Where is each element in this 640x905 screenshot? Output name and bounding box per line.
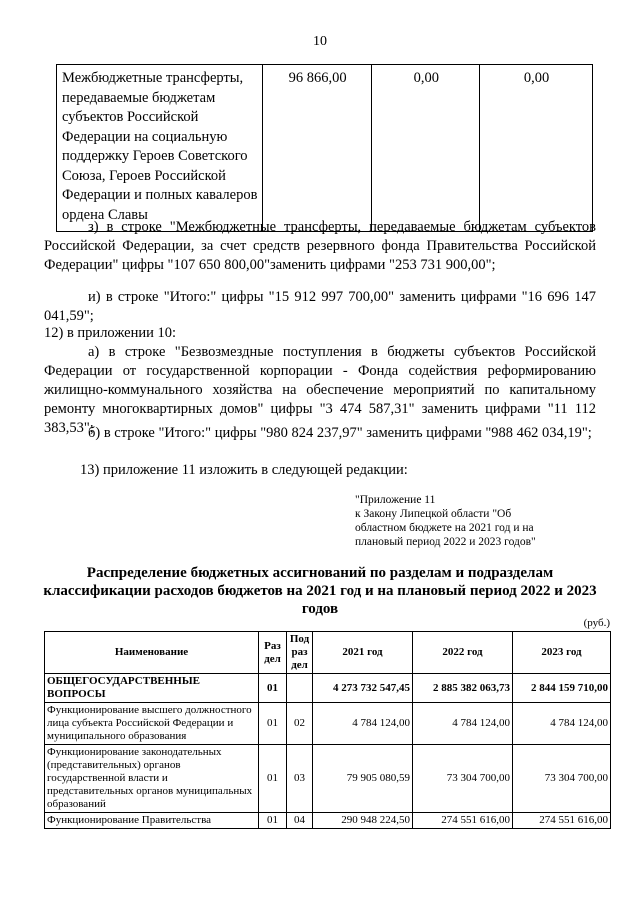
row-name: Функционирование высшего должностного лица субъекта Российской Федерации и муниципального образования bbox=[45, 703, 259, 745]
table-row bbox=[45, 813, 611, 829]
appendix-note-line: к Закону Липецкой области "Об bbox=[355, 508, 512, 520]
appendix-note-line: "Приложение 11 bbox=[355, 494, 436, 506]
row-section: 01 bbox=[259, 674, 287, 703]
row-section: 01 bbox=[259, 813, 287, 829]
row-value-2023: 73 304 700,00 bbox=[513, 745, 611, 813]
page-number: 10 bbox=[313, 34, 327, 49]
row-value-2023: 4 784 124,00 bbox=[513, 703, 611, 745]
amendment-paragraph-13: 13) приложение 11 изложить в следующей редакции: bbox=[80, 462, 408, 478]
row-subsection bbox=[287, 674, 313, 703]
header-name: Наименование bbox=[45, 632, 259, 674]
header-subsection: Под раз дел bbox=[287, 632, 313, 674]
row-value-2022: 274 551 616,00 bbox=[413, 813, 513, 829]
header-2023: 2023 год bbox=[513, 632, 611, 674]
amendment-paragraph-z: з) в строке "Межбюджетные трансферты, передаваемые бюджетам субъектов Российской Федерации, за счет средств резервного фонда Правительства Российской Федерации" цифры "107 650 800,00"заменить цифрами "253 731 900,00"; bbox=[44, 219, 596, 273]
row-name-cell: Межбюджетные трансферты, передаваемые бюджетам субъектов Российской Федерации на социальную поддержку Героев Советского Союза, Героев Российской Федерации и полных кавалеров ордена Славы bbox=[57, 65, 263, 232]
table-row bbox=[45, 674, 611, 703]
table-row bbox=[45, 703, 611, 745]
row-value-2023: 2 844 159 710,00 bbox=[513, 674, 611, 703]
row-value-2022: 2 885 382 063,73 bbox=[413, 674, 513, 703]
header-2021: 2021 год bbox=[313, 632, 413, 674]
value-2023-cell: 0,00 bbox=[480, 65, 593, 232]
budget-allocation-table bbox=[44, 631, 611, 829]
value-2022-cell: 0,00 bbox=[372, 65, 480, 232]
amendment-paragraph-a: а) в строке "Безвозмездные поступления в бюджеты субъектов Российской Федерации от государственной корпорации - Фонда содействия реформированию жилищно-коммунального хозяйства на обеспечение мероприятий по капитальному ремонту многоквартирных домов" цифры "3 474 587,31" заменить цифрами "11 112 383,53"; bbox=[44, 344, 596, 436]
row-subsection: 04 bbox=[287, 813, 313, 829]
row-value-2021: 290 948 224,50 bbox=[313, 813, 413, 829]
row-value-2023: 274 551 616,00 bbox=[513, 813, 611, 829]
row-section: 01 bbox=[259, 703, 287, 745]
table-header-row bbox=[45, 632, 611, 674]
row-subsection: 02 bbox=[287, 703, 313, 745]
amendment-paragraph-b: б) в строке "Итого:" цифры "980 824 237,97" заменить цифрами "988 462 034,19"; bbox=[88, 425, 592, 441]
row-value-2022: 73 304 700,00 bbox=[413, 745, 513, 813]
transfers-table-fragment bbox=[56, 64, 593, 232]
value-2021-cell: 96 866,00 bbox=[262, 65, 372, 232]
appendix-note bbox=[355, 493, 600, 549]
row-value-2021: 4 273 732 547,45 bbox=[313, 674, 413, 703]
row-name: Функционирование законодательных (представительных) органов государственной власти и представительных органов муниципальных образований bbox=[45, 745, 259, 813]
unit-label: (руб.) bbox=[583, 617, 610, 629]
appendix-note-line: плановый период 2022 и 2023 годов" bbox=[355, 536, 536, 548]
amendment-paragraph-12: 12) в приложении 10: bbox=[44, 325, 177, 341]
amendment-paragraph-i: и) в строке "Итого:" цифры "15 912 997 700,00" заменить цифрами "16 696 147 041,59"; bbox=[44, 289, 596, 324]
header-2022: 2022 год bbox=[413, 632, 513, 674]
row-value-2021: 4 784 124,00 bbox=[313, 703, 413, 745]
table-row bbox=[45, 745, 611, 813]
appendix-note-line: областном бюджете на 2021 год и на bbox=[355, 522, 534, 534]
header-section: Раз дел bbox=[259, 632, 287, 674]
row-name: Функционирование Правительства bbox=[45, 813, 259, 829]
table-row bbox=[57, 65, 593, 232]
document-title: Распределение бюджетных ассигнований по разделам и подразделам классификации расходов бюджетов на 2021 год и на плановый период 2022 и 2023 годов bbox=[43, 565, 597, 617]
row-value-2022: 4 784 124,00 bbox=[413, 703, 513, 745]
row-name: ОБЩЕГОСУДАРСТВЕННЫЕ ВОПРОСЫ bbox=[45, 674, 259, 703]
row-section: 01 bbox=[259, 745, 287, 813]
row-value-2021: 79 905 080,59 bbox=[313, 745, 413, 813]
row-subsection: 03 bbox=[287, 745, 313, 813]
